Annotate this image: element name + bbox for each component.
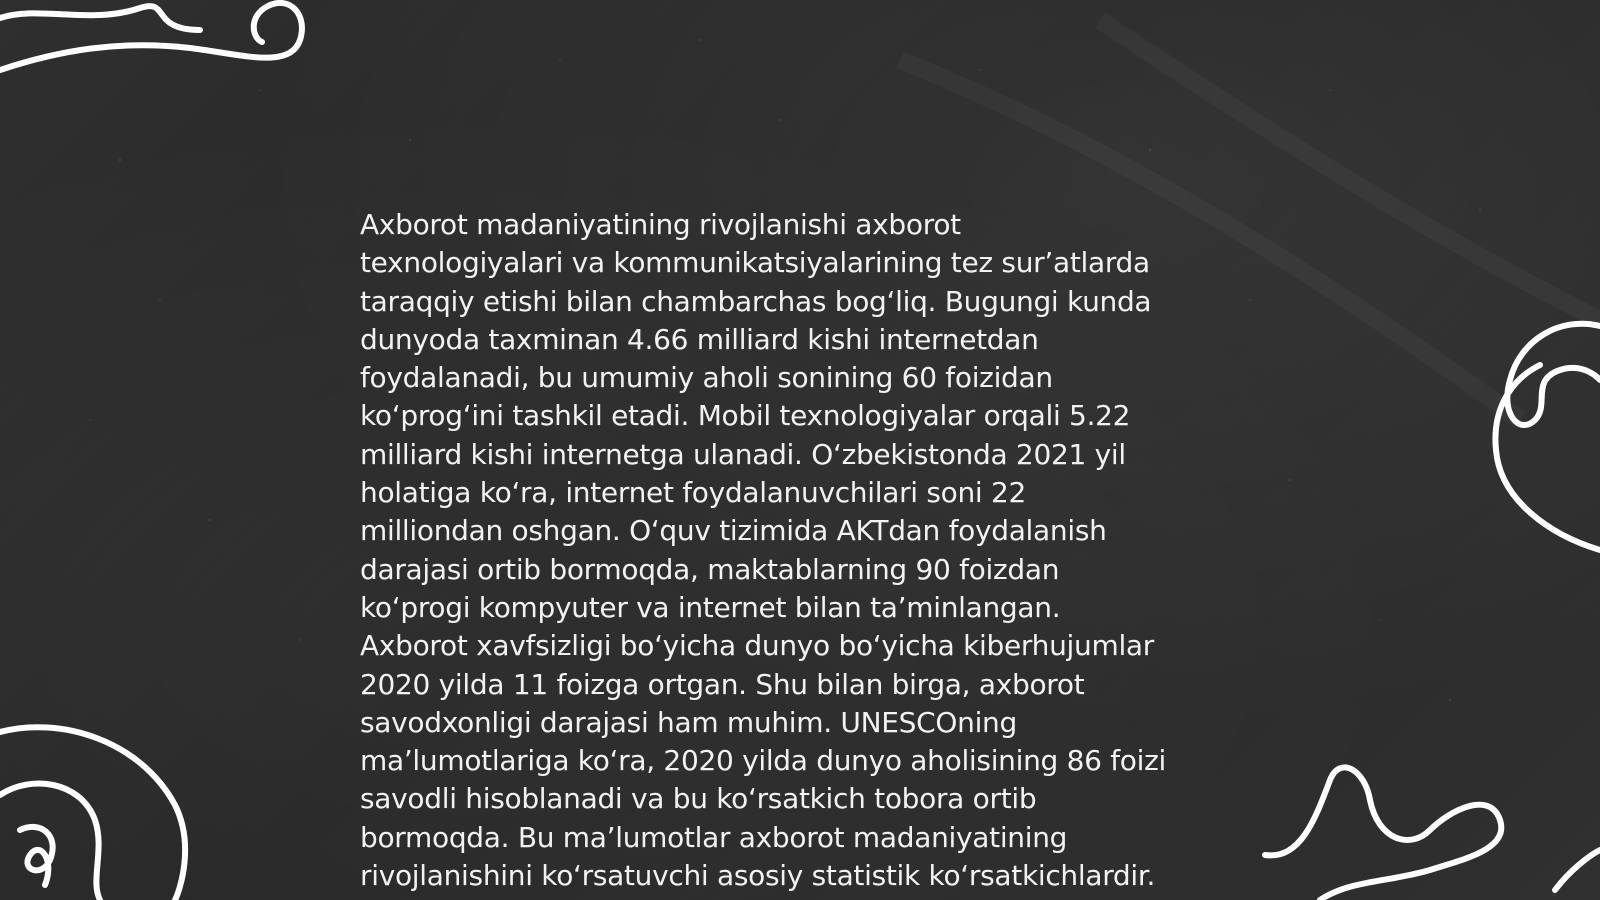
chalk-squiggle-bottom-left [0, 720, 200, 900]
slide-body-text: Axborot madaniyatining rivojlanishi axborot texnologiyalari va kommunikatsiyalarining tez sur’atlarda taraqqiy etishi bilan chambarchas bog‘liq. Bugungi kunda dunyoda taxminan 4.66 milliard kishi internetdan foydalanadi, bu umumiy aholi sonining 60 foizidan ko‘prog‘ini tashkil etadi. Mobil texnologiyalar orqali 5.22 milliard kishi internetga ulanadi. O‘zbekistonda 2021 yil holatiga ko‘ra, internet foydalanuvchilari soni 22 milliondan oshgan. O‘quv tizimida AKTdan foydalanish darajasi ortib bormoqda, maktablarning 90 foizdan ko‘progi kompyuter va internet bilan ta’minlangan. Axborot xavfsizligi bo‘yicha dunyo bo‘yicha kiberhujumlar 2020 yilda 11 foizga ortgan. Shu bilan birga, axborot savodxonligi darajasi ham muhim. UNESCOning ma’lumotlariga ko‘ra, 2020 yilda dunyo aholisining 86 foizi savodli hisoblanadi va bu ko‘rsatkich tobora ortib bormoqda. Bu ma’lumotlar axborot madaniyatining rivojlanishini ko‘rsatuvchi asosiy statistik ko‘rsatkichlardir. [360, 208, 1166, 893]
chalk-squiggle-top-left [0, 0, 320, 90]
chalk-squiggle-bottom-right [1260, 760, 1600, 900]
chalk-squiggle-right [1490, 320, 1600, 560]
